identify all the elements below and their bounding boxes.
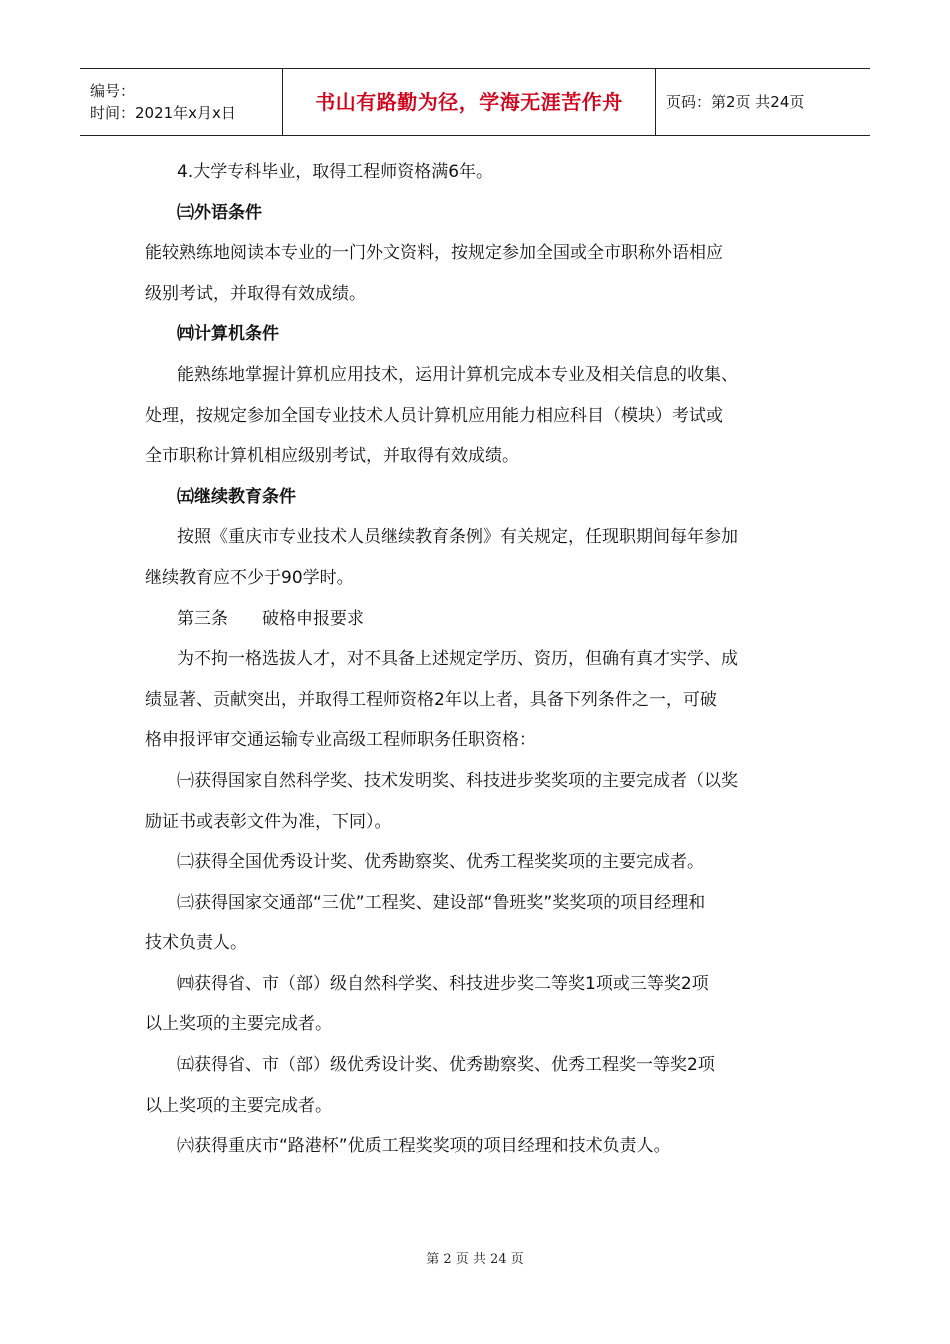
document-date: 时间：2021年x月x日 [90, 104, 236, 122]
body-line: 技术负责人。 [145, 933, 247, 954]
page-footer: 第 2 页 共 24 页 [426, 1252, 524, 1267]
body-line: 以上奖项的主要完成者。 [145, 1014, 332, 1035]
body-line: ㈡获得全国优秀设计奖、优秀勘察奖、优秀工程奖奖项的主要完成者。 [177, 852, 704, 873]
body-line: 以上奖项的主要完成者。 [145, 1095, 332, 1116]
body-line: 按照《重庆市专业技术人员继续教育条例》有关规定，任现职期间每年参加 [177, 527, 738, 548]
section-heading: ㈤继续教育条件 [177, 486, 296, 507]
body-line: 格申报评审交通运输专业高级工程师职务任职资格： [145, 730, 536, 751]
document-body [145, 152, 815, 1167]
body-line: ㈠获得国家自然科学奖、技术发明奖、科技进步奖奖项的主要完成者（以奖 [177, 770, 738, 791]
body-line: 励证书或表彰文件为准，下同）。 [145, 811, 392, 832]
header-page-cell [656, 69, 870, 135]
body-line: ㈤获得省、市（部）级优秀设计奖、优秀勘察奖、优秀工程奖一等奖2项 [177, 1055, 715, 1076]
body-line: ㈣获得省、市（部）级自然科学奖、科技进步奖二等奖1项或三等奖2项 [177, 973, 709, 994]
page-header [80, 68, 870, 136]
body-line: 能较熟练地阅读本专业的一门外文资料，按规定参加全国或全市职称外语相应 [145, 243, 723, 264]
header-motto: 书山有路勤为径，学海无涯苦作舟 [315, 90, 623, 114]
header-motto-cell [283, 69, 656, 135]
document-number-label: 编号： [90, 82, 136, 100]
body-line: 级别考试，并取得有效成绩。 [145, 283, 366, 304]
body-line: 为不拘一格选拔人才，对不具备上述规定学历、资历，但确有真才实学、成 [177, 649, 738, 670]
body-line: 第三条 破格申报要求 [177, 608, 364, 629]
header-page-info: 页码：第2页 共24页 [666, 93, 805, 111]
header-meta-cell [80, 69, 283, 135]
section-heading: ㈢外语条件 [177, 202, 262, 223]
body-line: ㈥获得重庆市“路港杯”优质工程奖奖项的项目经理和技术负责人。 [177, 1136, 671, 1157]
body-line: 4.大学专科毕业，取得工程师资格满6年。 [177, 162, 494, 182]
body-line: 绩显著、贡献突出，并取得工程师资格2年以上者，具备下列条件之一，可破 [145, 689, 717, 710]
body-line: 处理，按规定参加全国专业技术人员计算机应用能力相应科目（模块）考试或 [145, 405, 723, 426]
section-heading: ㈣计算机条件 [177, 324, 279, 345]
body-line: 全市职称计算机相应级别考试，并取得有效成绩。 [145, 446, 519, 467]
body-line: 能熟练地掌握计算机应用技术，运用计算机完成本专业及相关信息的收集、 [177, 364, 738, 385]
body-line: ㈢获得国家交通部“三优”工程奖、建设部“鲁班奖”奖奖项的项目经理和 [177, 892, 706, 913]
body-line: 继续教育应不少于90学时。 [145, 567, 354, 588]
